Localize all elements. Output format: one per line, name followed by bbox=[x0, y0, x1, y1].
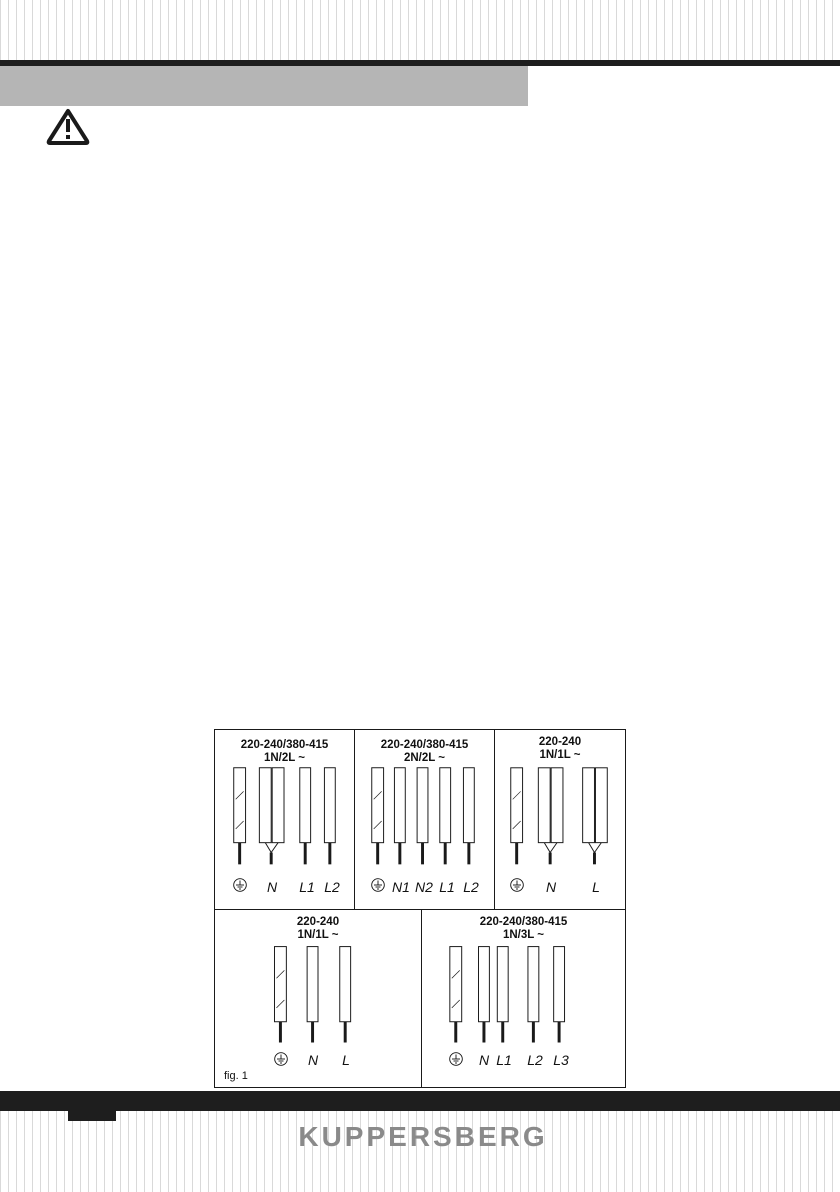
terminal-label: N2 bbox=[415, 879, 433, 895]
l3-wire bbox=[554, 947, 565, 1022]
voltage-label: 220-240/380-415 bbox=[479, 916, 568, 928]
live-wire-b bbox=[595, 768, 607, 843]
live-wire bbox=[340, 947, 351, 1022]
page-tab-marker bbox=[68, 1111, 116, 1121]
ground-symbol-icon bbox=[274, 1052, 288, 1066]
earth-wire bbox=[511, 768, 523, 843]
voltage-label: 220-240 bbox=[538, 736, 582, 748]
terminal-label: N bbox=[478, 1052, 490, 1068]
l1-wire bbox=[440, 768, 451, 843]
wiring-figure bbox=[214, 729, 626, 1088]
neutral-wire-b bbox=[551, 768, 563, 843]
n2-wire bbox=[417, 768, 428, 843]
brand-logo: KUPPERSBERG bbox=[298, 1121, 548, 1152]
voltage-label: 220-240/380-415 bbox=[380, 739, 469, 751]
config-label: 2N/2L ~ bbox=[403, 752, 446, 764]
wiring-panel-2n2l bbox=[354, 729, 495, 910]
wiring-panel-1n3l bbox=[421, 909, 626, 1088]
top-stripe-band bbox=[0, 0, 840, 60]
neutral-wire-b bbox=[272, 768, 284, 843]
neutral-wire-a bbox=[538, 768, 550, 843]
config-label: 1N/2L ~ bbox=[263, 752, 306, 764]
wiring-panel-1n2l bbox=[214, 729, 355, 910]
terminal-label: L2 bbox=[463, 879, 479, 895]
terminal-label: N bbox=[545, 879, 557, 895]
config-label: 1N/1L ~ bbox=[297, 929, 339, 941]
figure-caption: fig. 1 bbox=[224, 1070, 248, 1082]
terminal-label: L bbox=[342, 1052, 350, 1068]
terminal-label: L1 bbox=[299, 879, 315, 895]
terminal-label: L bbox=[592, 879, 600, 895]
config-label: 1N/1L ~ bbox=[539, 749, 581, 761]
bottom-bar bbox=[0, 1091, 840, 1111]
terminal-label: L2 bbox=[527, 1052, 543, 1068]
terminal-label: L2 bbox=[324, 879, 340, 895]
n1-wire bbox=[394, 768, 405, 843]
l1-wire bbox=[497, 947, 508, 1022]
l1-wire bbox=[300, 768, 311, 843]
l2-wire bbox=[463, 768, 474, 843]
earth-wire bbox=[234, 768, 246, 843]
config-label: 1N/3L ~ bbox=[502, 929, 545, 941]
neutral-wire-a bbox=[259, 768, 271, 843]
wiring-panel-1n1l-twin bbox=[494, 729, 626, 910]
wiring-panel-1n1l bbox=[214, 909, 422, 1088]
terminal-label: L3 bbox=[553, 1052, 569, 1068]
voltage-label: 220-240 bbox=[296, 916, 340, 928]
terminal-label: N bbox=[266, 879, 278, 895]
ground-symbol-icon bbox=[233, 878, 247, 892]
earth-wire bbox=[372, 768, 384, 843]
earth-wire bbox=[450, 947, 462, 1022]
warning-triangle-icon bbox=[45, 107, 91, 145]
l2-wire bbox=[528, 947, 539, 1022]
terminal-label: L1 bbox=[496, 1052, 512, 1068]
terminal-label: N bbox=[307, 1052, 319, 1068]
voltage-label: 220-240/380-415 bbox=[240, 739, 329, 751]
neutral-wire bbox=[479, 947, 490, 1022]
live-wire-a bbox=[583, 768, 595, 843]
terminal-label: N1 bbox=[392, 879, 410, 895]
ground-symbol-icon bbox=[449, 1052, 463, 1066]
l2-wire bbox=[324, 768, 335, 843]
neutral-wire bbox=[307, 947, 318, 1022]
terminal-label: L1 bbox=[439, 879, 455, 895]
ground-symbol-icon bbox=[510, 878, 524, 892]
ground-symbol-icon bbox=[371, 878, 385, 892]
earth-wire bbox=[274, 947, 286, 1022]
section-header-band bbox=[0, 66, 528, 106]
